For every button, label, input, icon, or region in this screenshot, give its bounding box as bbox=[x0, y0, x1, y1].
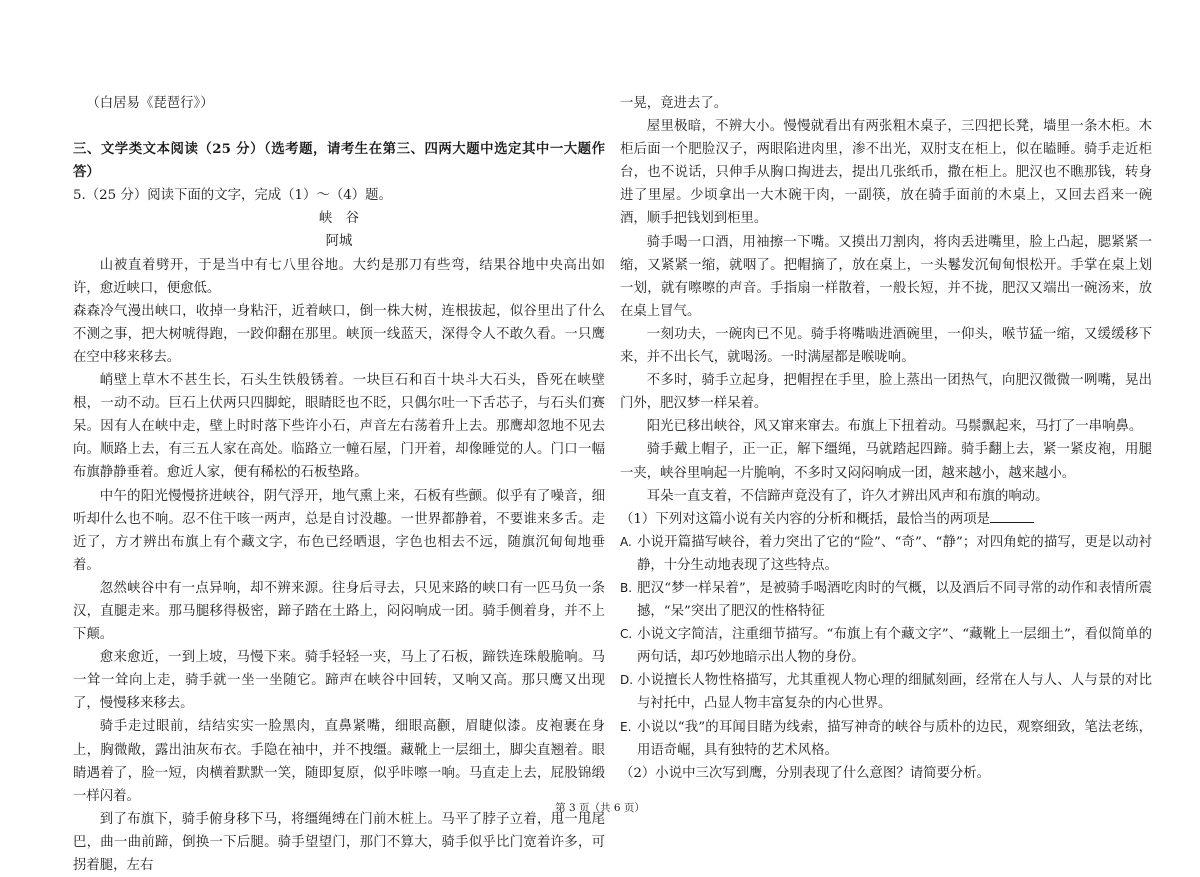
option-label: A. bbox=[620, 534, 632, 549]
option-c bbox=[620, 623, 1152, 669]
answer-blank bbox=[990, 509, 1034, 523]
spacer bbox=[73, 115, 605, 138]
section-heading: 三、文学类文本阅读（25 分）（选考题，请考生在第三、四两大题中选定其中一大题作答） bbox=[73, 141, 605, 181]
question-2: （2）小说中三次写到鹰，分别表现了什么意图？请简要分析。 bbox=[620, 765, 991, 781]
question-1-stem bbox=[620, 508, 1152, 531]
option-text: 肥汉“梦一样呆着”，是被骑手喝酒吃肉时的气概，以及酒后不同寻常的动作和表情所震撼，“呆”突出了肥汉的性格特征 bbox=[637, 580, 1152, 620]
story-paragraph: 骑手走过眼前，结结实实一脸黑肉，直鼻紧嘴，细眼高颧，眉睫似漆。皮袍裹在身上，胸微敞，露出油灰布衣。手隐在袖中，并不拽缰。藏靴上一层细土，脚尖直翘着。眼睛遇着了，脸一短，肉横着默默一笑，随即复原，似乎咔嚓一响。马直走上去，屁股锦缎一样闪着。 bbox=[73, 719, 605, 804]
question-1-text: （1）下列对这篇小说有关内容的分析和概括，最恰当的两项是 bbox=[620, 511, 991, 527]
story-paragraph: 骑手喝一口酒，用袖擦一下嘴。又摸出刀割肉，将肉丢进嘴里，脸上凸起，腮紧紧一缩，又紧紧一缩，就咽了。把帽摘了，放在桌上，一头鬈发沉甸甸恨松开。手掌在桌上划一划，就有嚓嚓的声音。手指扇一样散着，一般长短，并不拢，肥汉又端出一碗汤来，放在桌上冒气。 bbox=[620, 234, 1152, 319]
page-footer: 第 3 页（共 6 页） bbox=[555, 802, 645, 814]
story-paragraph: 森森冷气漫出峡口，收掉一身粘汗，近着峡口，倒一株大树，连根拔起，似谷里出了什么不测之事，把大树唬得跑，一跤仰翻在那里。峡顶一线蓝天，深得令人不敢久看。一只鹰在空中移来移去。 bbox=[73, 303, 605, 365]
option-label: B. bbox=[620, 580, 633, 595]
story-paragraph: 峭壁上草木不甚生长，石头生铁般锈着。一块巨石和百十块斗大石头，昏死在峡壁根，一动不动。巨石上伏两只四脚蛇，眼睛眨也不眨，只偶尔吐一下舌芯子，与石头们赛呆。因有人在峡中走，壁上时时落下些许小石，声音左右荡着升上去。那鹰却忽地不见去向。顺路上去，有三五人家在高处。临路立一幢石屋，门开着，却像睡觉的人。门口一幅布旗静静垂着。愈近人家，便有稀松的石板垫路。 bbox=[73, 373, 605, 481]
story-paragraph: 愈来愈近，一到上坡，马慢下来。骑手轻轻一夹，马上了石板，蹄铁连珠般脆响。马一耸一耸向上走，骑手就一坐一坐随它。蹄声在峡谷中回转，又响又高。那只鹰又出现了，慢慢移来移去。 bbox=[73, 650, 605, 712]
story-paragraph: 不多时，骑手立起身，把帽捏在手里，脸上蒸出一团热气，向肥汉微微一咧嘴，晃出门外，肥汉梦一样呆着。 bbox=[620, 373, 1152, 412]
option-d bbox=[620, 669, 1152, 715]
option-a bbox=[620, 531, 1152, 577]
right-column bbox=[620, 92, 1152, 785]
story-paragraph: 阳光已移出峡谷，风又窜来窜去。布旗上下扭着动。马鬃飘起来，马打了一串响鼻。 bbox=[646, 419, 1143, 435]
question-intro: 5.（25 分）阅读下面的文字，完成（1）～（4）题。 bbox=[73, 188, 392, 204]
option-text: 小说以“我”的耳闻目睹为线索，描写神奇的峡谷与质朴的边民，观察细致，笔法老练，用语奇崛，具有独特的艺术风格。 bbox=[637, 719, 1152, 758]
option-label: E. bbox=[620, 719, 632, 734]
option-b bbox=[620, 577, 1152, 623]
story-paragraph: 骑手戴上帽子，正一正，解下缰绳，马就踏起四蹄。骑手翻上去，紧一紧皮袍，用腿一夹，峡谷里响起一片脆响，不多时又闷闷响成一团，越来越小，越来越小。 bbox=[620, 442, 1152, 481]
story-paragraph: 屋里极暗，不辨大小。慢慢就看出有两张粗木桌子，三四把长凳，墙里一条木柜。木柜后面一个肥脸汉子，两眼陷进肉里，渗不出光，双肘支在柜上，似在瞌睡。骑手走近柜台，也不说话，只伸手从胸口掏进去，提出几张纸币，撒在柜上。肥汉也不瞧那钱，转身进了里屋。少顷拿出一大木碗干肉，一副筷，放在骑手面前的木桌上，又回去舀来一碗酒，顺手把钱划到柜里。 bbox=[620, 119, 1152, 227]
story-paragraph: 耳朵一直支着，不信蹄声竟没有了，许久才辨出风声和布旗的响动。 bbox=[646, 488, 1049, 504]
option-e bbox=[620, 716, 1152, 762]
option-text: 小说开篇描写峡谷，着力突出了它的“险”、“奇”、“静”；对四角蛇的描写，更是以动衬静，十分生动地表现了这些特点。 bbox=[637, 534, 1152, 573]
poem-citation: （白居易《琵琶行》） bbox=[86, 96, 214, 111]
option-text: 小说文字简洁，注重细节描写。“布旗上有个藏文字”、“藏靴上一层细土”，看似简单的两句话，却巧妙地暗示出人物的身份。 bbox=[637, 627, 1152, 666]
option-label: D. bbox=[620, 673, 634, 688]
story-paragraph: 一晃，竟进去了。 bbox=[620, 96, 728, 111]
story-title: 峡 谷 bbox=[318, 211, 360, 227]
left-column bbox=[73, 92, 605, 877]
story-paragraph: 一刻功夫，一碗肉已不见。骑手将嘴啮进酒碗里，一仰头，喉节猛一缩，又缓缓移下来，并不出长气，就喝汤。一时满屋都是喉咙响。 bbox=[620, 326, 1152, 366]
option-label: C. bbox=[620, 627, 633, 642]
story-paragraph: 忽然峡谷中有一点异响，却不辨来源。往身后寻去，只见来路的峡口有一匹马负一条汉，直腿走来。那马腿移得极密，蹄子踏在土路上，闷闷响成一团。骑手侧着身，并不上下颠。 bbox=[73, 580, 605, 643]
option-text: 小说擅长人物性格描写，尤其重视人物心理的细腻刻画，经常在人与人、人与景的对比与衬托中，凸显人物丰富复杂的内心世界。 bbox=[637, 673, 1152, 712]
story-author: 阿城 bbox=[325, 234, 353, 250]
story-paragraph: 到了布旗下，骑手俯身移下马，将缰绳缚在门前木桩上。马平了脖子立着，甩一甩尾巴，曲一曲前蹄，倒换一下后腿。骑手望望门，那门不算大，骑手似乎比门宽着许多，可拐着腿，左右 bbox=[73, 811, 605, 873]
story-paragraph: 中午的阳光慢慢挤进峡谷，阴气浮开，地气熏上来，石板有些颤。似乎有了噪音，细听却什么也不响。忍不住干咳一两声，总是自讨没趣。一世界都静着，不要谁来多舌。走近了，方才辨出布旗上有个藏文字，布色已经晒退，字色也相去不远，随旗沉甸甸地垂着。 bbox=[73, 488, 605, 573]
story-paragraph: 山被直着劈开，于是当中有七八里谷地。大约是那刀有些弯，结果谷地中央高出如许，愈近峡口，便愈低。 bbox=[73, 257, 605, 296]
